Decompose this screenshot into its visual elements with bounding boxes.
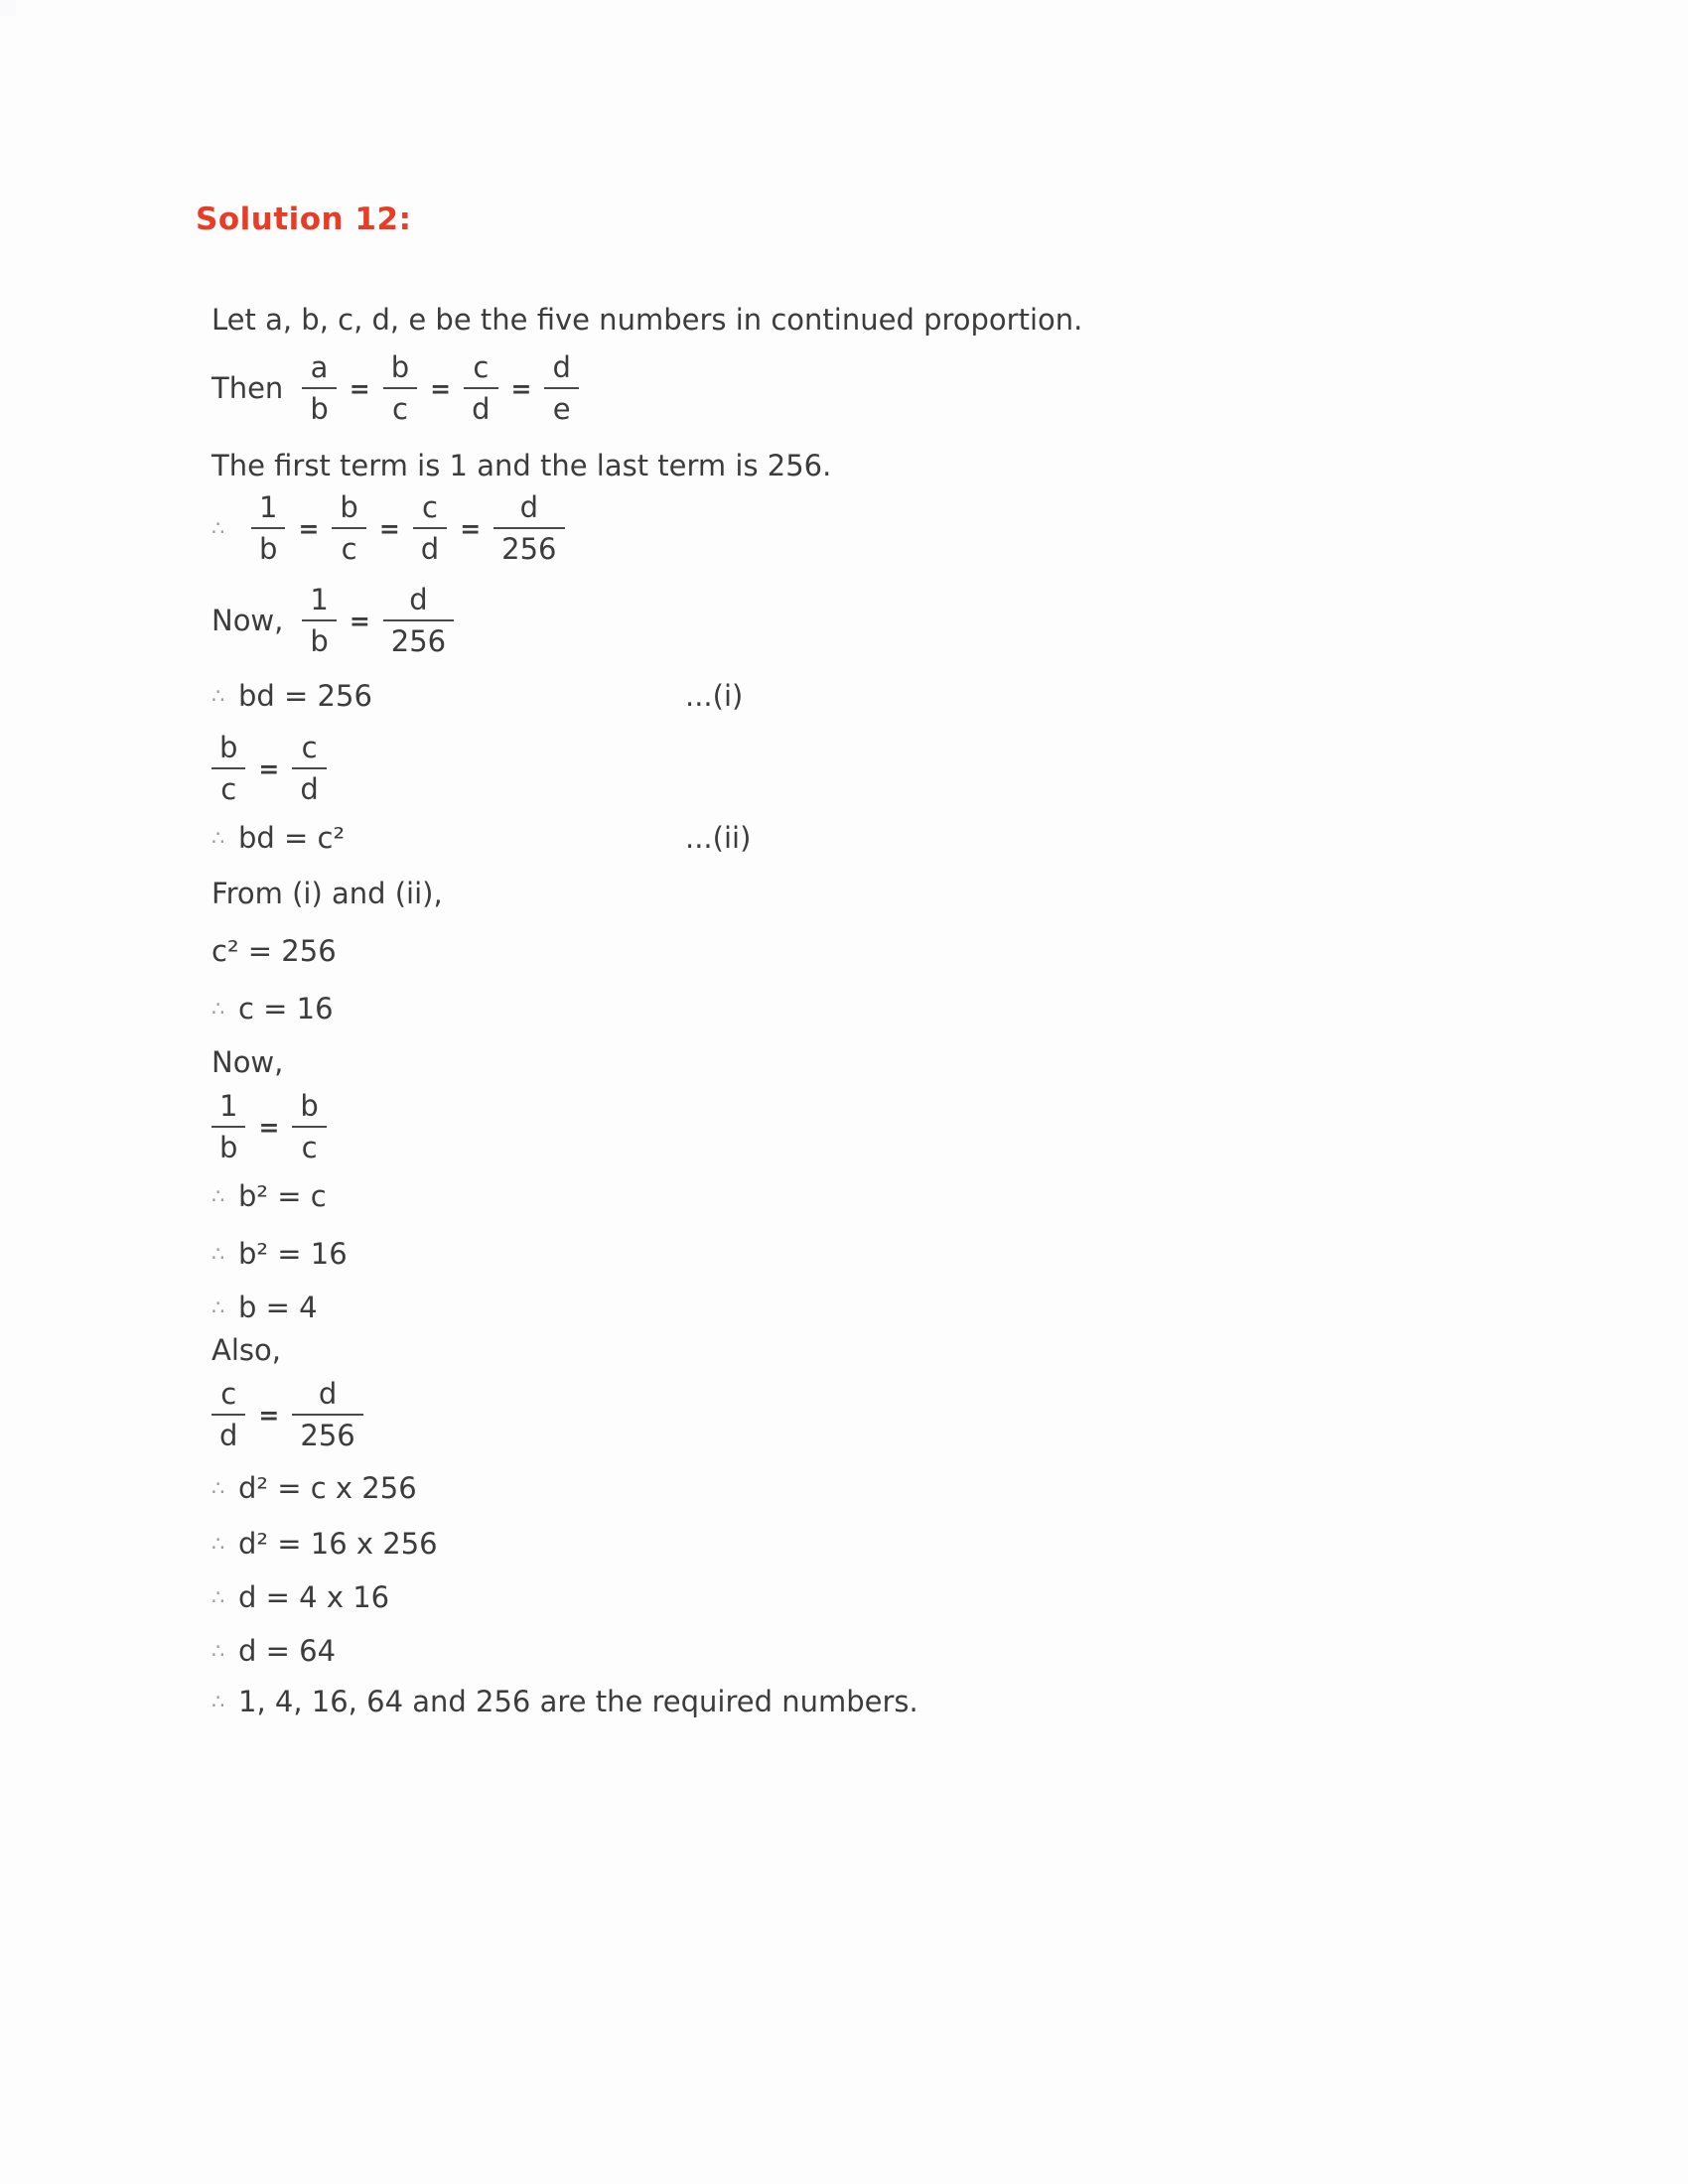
statement-text: 1, 4, 16, 64 and 256 are the required numbers. <box>238 1684 918 1718</box>
statement-d-squared-c-256 <box>211 1471 1589 1505</box>
fraction-b-c <box>211 731 245 807</box>
therefore-symbol: ∴ <box>211 516 225 541</box>
statement-final-answer <box>211 1685 1589 1718</box>
therefore-symbol: ∴ <box>211 1183 225 1208</box>
fraction-d-256 <box>383 583 454 659</box>
equation-1b-bc <box>211 1089 1589 1165</box>
statement-text: c² = 256 <box>211 933 337 968</box>
equation-label-now: Now, <box>211 604 284 638</box>
fraction-denominator: c <box>220 772 237 807</box>
statement-b-squared-16 <box>211 1237 1589 1271</box>
equals-sign: = <box>510 373 532 403</box>
therefore-symbol: ∴ <box>211 825 225 850</box>
equation-cd-d256 <box>211 1377 1589 1453</box>
statement-text: b² = 16 <box>238 1236 348 1271</box>
fraction-numerator: d <box>544 350 578 389</box>
fraction-1-b <box>302 583 336 659</box>
therefore-symbol: ∴ <box>211 996 225 1021</box>
equation-now-1b-d256 <box>211 583 1589 659</box>
statement-text: d² = c x 256 <box>238 1470 417 1505</box>
statement-text: d² = 16 x 256 <box>238 1526 438 1561</box>
statement-text: bd = 256 <box>238 678 372 713</box>
fraction-numerator: c <box>292 731 326 769</box>
equation-bc-cd <box>211 731 1589 807</box>
therefore-symbol: ∴ <box>211 1475 225 1500</box>
statement-text: From (i) and (ii), <box>211 876 443 910</box>
therefore-symbol: ∴ <box>211 1689 225 1713</box>
fraction-a-b <box>302 350 336 427</box>
statement-bd-c-squared <box>211 821 1589 855</box>
equals-sign: = <box>258 1400 280 1430</box>
fraction-denominator: 256 <box>390 624 447 659</box>
fraction-numerator: d <box>493 490 564 529</box>
fraction-numerator: 1 <box>211 1089 245 1128</box>
equals-sign: = <box>378 513 400 543</box>
statement-text: bd = c² <box>238 820 346 855</box>
fraction-denominator: e <box>552 392 571 427</box>
fraction-denominator: d <box>472 392 491 427</box>
fraction-numerator: c <box>464 350 497 389</box>
fraction-1-b <box>251 490 285 567</box>
statement-b-4 <box>211 1291 1589 1324</box>
equation-continued-proportion <box>211 350 1589 427</box>
solution-title: Solution 12: <box>196 202 412 237</box>
statement-text: d = 64 <box>238 1633 337 1668</box>
statement-text: c = 16 <box>238 991 334 1025</box>
fraction-denominator: d <box>219 1419 238 1453</box>
fraction-denominator: b <box>310 392 329 427</box>
statement-c-16 <box>211 992 1589 1025</box>
fraction-denominator: b <box>310 624 329 659</box>
fraction-d-e <box>544 350 578 427</box>
fraction-numerator: d <box>383 583 454 621</box>
statement-text: Also, <box>211 1332 281 1367</box>
therefore-symbol: ∴ <box>211 1638 225 1663</box>
statement-text: b = 4 <box>238 1290 318 1324</box>
equals-sign: = <box>258 1112 280 1142</box>
fraction-numerator: b <box>383 350 417 389</box>
fraction-denominator: c <box>341 532 357 567</box>
intro-line: Let a, b, c, d, e be the five numbers in continued proportion. <box>211 303 1083 337</box>
statement-bd-256 <box>211 679 1589 713</box>
fraction-b-c <box>332 490 365 567</box>
fraction-d-256 <box>493 490 564 567</box>
equals-sign: = <box>430 373 452 403</box>
equals-sign: = <box>298 513 320 543</box>
statement-c-squared-256 <box>211 934 1589 968</box>
therefore-symbol: ∴ <box>211 1584 225 1609</box>
fraction-denominator: 256 <box>501 532 557 567</box>
statement-text: b² = c <box>238 1178 327 1213</box>
equals-sign: = <box>460 513 482 543</box>
statement-from-i-ii <box>211 877 1589 910</box>
equation-label-then: Then <box>211 371 284 406</box>
fraction-denominator: b <box>259 532 278 567</box>
statement-text: d = 4 x 16 <box>238 1579 390 1614</box>
fraction-b-c <box>292 1089 326 1165</box>
therefore-symbol: ∴ <box>211 1295 225 1319</box>
fraction-numerator: b <box>332 490 365 529</box>
equation-ref-i: ...(i) <box>685 678 744 713</box>
fraction-numerator: b <box>292 1089 326 1128</box>
fraction-denominator: c <box>301 1131 318 1165</box>
fraction-d-256 <box>292 1377 362 1453</box>
fraction-numerator: c <box>413 490 447 529</box>
fraction-numerator: d <box>292 1377 362 1416</box>
fraction-denominator: d <box>300 772 319 807</box>
statement-d-squared-16-256 <box>211 1527 1589 1561</box>
fraction-numerator: 1 <box>251 490 285 529</box>
statement-b-squared-c <box>211 1179 1589 1213</box>
fraction-denominator: d <box>420 532 440 567</box>
therefore-symbol: ∴ <box>211 1531 225 1556</box>
fraction-c-d <box>211 1377 245 1453</box>
fraction-c-d <box>292 731 326 807</box>
solution-body <box>211 303 1589 1718</box>
fraction-denominator: c <box>391 392 408 427</box>
statement-also <box>211 1333 1589 1367</box>
equals-sign: = <box>349 373 370 403</box>
equation-ref-ii: ...(ii) <box>685 820 752 855</box>
therefore-symbol: ∴ <box>211 683 225 708</box>
equals-sign: = <box>349 606 370 635</box>
first-last-term-line: The first term is 1 and the last term is 256. <box>211 448 832 482</box>
fraction-denominator: 256 <box>300 1419 355 1453</box>
statement-now <box>211 1045 1589 1079</box>
corner-artifact <box>0 0 16 16</box>
fraction-b-c <box>383 350 417 427</box>
fraction-c-d <box>464 350 497 427</box>
statement-d-64 <box>211 1634 1589 1668</box>
fraction-numerator: a <box>302 350 336 389</box>
fraction-numerator: b <box>211 731 245 769</box>
fraction-1-b <box>211 1089 245 1165</box>
fraction-numerator: 1 <box>302 583 336 621</box>
statement-d-4x16 <box>211 1580 1589 1614</box>
fraction-denominator: b <box>219 1131 238 1165</box>
therefore-symbol: ∴ <box>211 1241 225 1266</box>
fraction-numerator: c <box>211 1377 245 1416</box>
equals-sign: = <box>258 753 280 783</box>
equation-proportion-with-256 <box>211 490 1589 567</box>
statement-text: Now, <box>211 1044 284 1079</box>
fraction-c-d <box>413 490 447 567</box>
